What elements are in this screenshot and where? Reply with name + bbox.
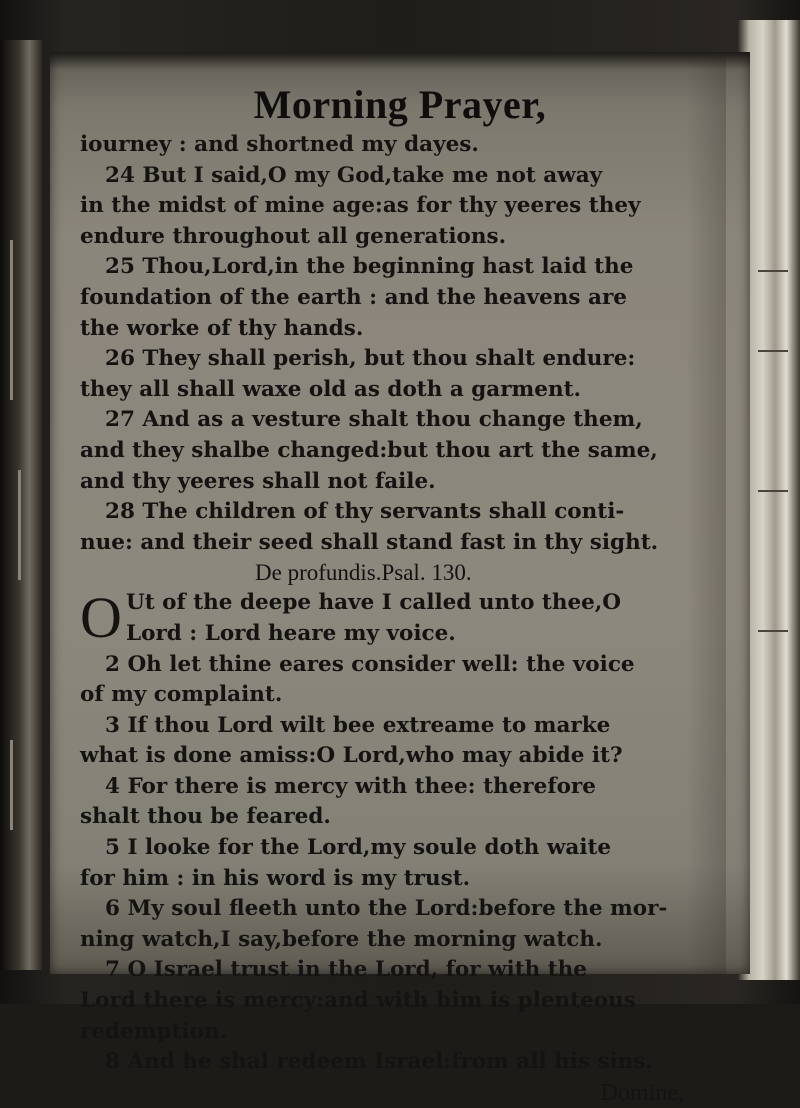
text-line [80, 925, 720, 956]
text-line-content: iourney : and shortned my dayes. [80, 132, 479, 157]
text-line-content: 3 If thou Lord wilt bee extreame to marke [105, 712, 611, 738]
text-line-content: 2 Oh let thine eares consider well: the voice [105, 651, 635, 677]
text-line-content: shalt thou be feared. [80, 804, 331, 830]
text-line [80, 833, 720, 864]
text-line [80, 222, 720, 253]
text-line [80, 314, 720, 345]
text-line [80, 894, 720, 925]
text-line-content: they all shall waxe old as doth a garment. [80, 376, 582, 402]
text-line-content: ning watch,I say,before the morning watch. [80, 926, 603, 952]
catchword: Domine, [600, 1079, 684, 1106]
text-line [80, 467, 720, 498]
text-line-content: 8 And he shal redeem Israel:from all his sins. [105, 1049, 654, 1075]
text-line-content: 4 For there is mercy with thee: therefore [105, 773, 596, 799]
text-line-content: of my complaint. [80, 682, 283, 708]
text-line-content: Ut of the deepe have I called unto thee,O [126, 590, 622, 616]
text-line [80, 802, 720, 833]
text-line-content: endure throughout all generations. [80, 223, 507, 249]
text-line-content: 28 The children of thy servants shall conti- [105, 499, 625, 525]
text-line [80, 955, 720, 986]
text-line [80, 130, 720, 161]
text-line-content: redemption. [80, 1018, 228, 1044]
text-line-content: 5 I looke for the Lord,my soule doth waite [105, 835, 612, 861]
text-line-content: 26 They shall perish, but thou shalt endure: [105, 346, 636, 372]
text-line-content: 7 O Israel trust in the Lord, for with the [105, 957, 587, 983]
text-line [80, 436, 720, 467]
text-line-content: the worke of thy hands. [80, 315, 364, 341]
text-line [80, 1017, 720, 1048]
text-line [80, 161, 720, 192]
text-line [80, 375, 720, 406]
text-line [80, 986, 720, 1017]
text-line [80, 191, 720, 222]
text-line [80, 283, 720, 314]
text-line [80, 680, 720, 711]
page-text [80, 82, 720, 1108]
text-line [80, 252, 720, 283]
text-line [80, 497, 720, 528]
text-line-content: Lord : Lord heare my voice. [126, 620, 456, 646]
text-line [80, 528, 720, 559]
psalm-102-verses [80, 130, 720, 558]
text-line-content: foundation of the earth : and the heavens are [80, 284, 627, 310]
text-line [80, 1047, 720, 1078]
text-line [80, 405, 720, 436]
text-line-content: 25 Thou,Lord,in the beginning hast laid the [105, 254, 634, 280]
text-line-content: Lord there is mercy:and with him is plenteous [80, 988, 636, 1014]
text-line [80, 650, 720, 681]
text-line-content: for him : in his word is my trust. [80, 865, 471, 891]
text-line [80, 772, 720, 803]
text-line-content: nue: and their seed shall stand fast in thy sight. [80, 529, 659, 555]
text-line-content: in the midst of mine age:as for thy yeeres they [80, 193, 641, 219]
text-line [80, 864, 720, 895]
text-line-content: 24 But I said,O my God,take me not away [105, 162, 603, 188]
text-line-content: 27 And as a vesture shalt thou change them, [105, 407, 643, 433]
dropcap-initial: O [80, 585, 122, 651]
text-line-content: and thy yeeres shall not faile. [80, 468, 436, 494]
book-page [50, 52, 750, 1106]
text-line [80, 711, 720, 742]
text-line-content: and they shalbe changed:but thou art the same, [80, 437, 658, 463]
text-line [80, 741, 720, 772]
text-line-content: what is done amiss:O Lord,who may abide it? [80, 743, 623, 769]
psalm-130-verses [80, 585, 720, 1078]
left-page-edge [0, 40, 42, 970]
text-line [80, 619, 720, 650]
text-line [80, 344, 720, 375]
psalm-title: De profundis.Psal. 130. [255, 560, 472, 586]
running-head: Morning Prayer, [253, 82, 547, 127]
text-line-content: 6 My soul fleeth unto the Lord:before the mor- [105, 896, 668, 922]
